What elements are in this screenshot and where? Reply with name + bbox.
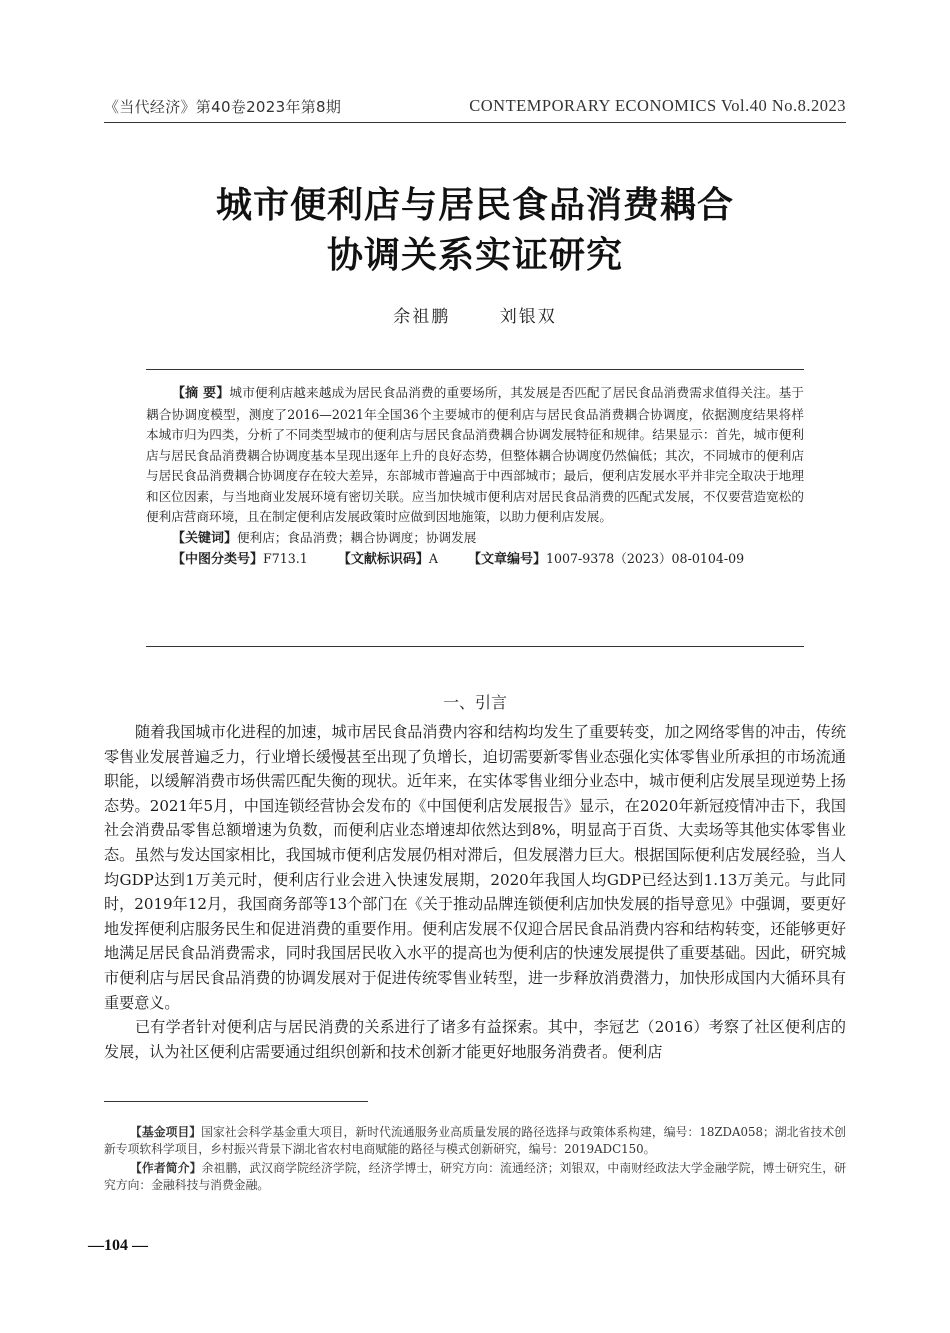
classification-line — [146, 549, 804, 571]
title-line-2: 协调关系实证研究 — [326, 235, 623, 276]
fund-note — [104, 1124, 846, 1157]
clc-item — [172, 549, 308, 571]
keywords-label: 【关键词】 — [172, 530, 238, 546]
author-note — [104, 1160, 846, 1193]
abstract-block — [146, 383, 804, 571]
author-1: 余祖鹏 — [393, 307, 451, 327]
body-paragraph-1: 随着我国城市化进程的加速，城市居民食品消费内容和结构均发生了重要转变，加之网络零售的冲击，传统零售业发展普遍乏力，行业增长缓慢甚至出现了负增长，迫切需要新零售业态强化实体零售业所承担的市场流通职能，以缓解消费市场供需匹配失衡的现状。近年来，在实体零售业细分业态中，城市便利店发展呈现逆势上扬态势。2021年5月，中国连锁经营协会发布的《中国便利店发展报告》显示，在2020年新冠疫情冲击下，我国社会消费品零售总额增速为负数，而便利店业态增速却依然达到8%，明显高于百货、大卖场等其他实体零售业态。虽然与发达国家相比，我国城市便利店发展仍相对滞后，但发展潜力巨大。根据国际便利店发展经验，当人均GDP达到1万美元时，便利店行业会进入快速发展期，2020年我国人均GDP已经达到1.13万美元。与此同时，2019年12月，我国商务部等13个部门在《关于推动品牌连锁便利店加快发展的指导意见》中强调，要更好地发挥便利店服务民生和促进消费的重要作用。便利店发展不仅迎合居民食品消费内容和结构转变，还能够更好地满足居民食品消费需求，同时我国居民收入水平的提高也为便利店的快速发展提供了重要基础。因此，研究城市便利店与居民食品消费的协调发展对于促进传统零售业转型，进一步释放消费潜力，加快形成国内大循环具有重要意义。 — [104, 723, 846, 1012]
doc-code-value: A — [428, 551, 438, 566]
abstract-bottom-rule — [146, 646, 804, 647]
author-note-label: 【作者简介】 — [130, 1161, 202, 1175]
doc-code-label: 【文献标识码】 — [337, 552, 429, 567]
fund-label: 【基金项目】 — [130, 1125, 202, 1139]
author-list — [0, 302, 950, 327]
footnote-rule — [104, 1101, 368, 1102]
author-note-text: 余祖鹏，武汉商学院经济学院，经济学博士，研究方向：流通经济；刘银双，中南财经政法大学金融学院，博士研究生，研究方向：金融科技与消费金融。 — [104, 1161, 846, 1192]
running-header — [104, 96, 846, 123]
abstract-paragraph — [146, 383, 804, 528]
body-paragraph-2: 已有学者针对便利店与居民消费的关系进行了诸多有益探索。其中，李冠艺（2016）考察了社区便利店的发展，认为社区便利店需要通过组织创新和技术创新才能更好地服务消费者。便利店 — [104, 1018, 846, 1061]
clc-value: F713.1 — [263, 551, 308, 566]
section-heading: 一、引言 — [442, 693, 507, 712]
article-number-label: 【文章编号】 — [467, 552, 546, 567]
author-2: 刘银双 — [499, 307, 557, 327]
body-text — [104, 720, 846, 1064]
doc-code-item — [338, 549, 438, 571]
article-number-item — [468, 549, 744, 571]
abstract-top-rule — [146, 369, 804, 370]
article-title — [0, 181, 950, 281]
journal-title-en: CONTEMPORARY ECONOMICS Vol.40 No.8.2023 — [469, 96, 846, 115]
title-line-1: 城市便利店与居民食品消费耦合 — [215, 185, 734, 226]
footnotes — [104, 1124, 846, 1196]
keywords-text: 便利店；食品消费；耦合协调度；协调发展 — [237, 529, 477, 545]
article-number-value: 1007-9378（2023）08-0104-09 — [545, 551, 745, 566]
journal-title-cn: 《当代经济》第40卷2023年第8期 — [104, 98, 342, 116]
page-number: —104 — — [88, 1237, 148, 1254]
fund-text: 国家社会科学基金重大项目，新时代流通服务业高质量发展的路径选择与政策体系构建，编号：18ZDA058；湖北省技术创新专项软科学项目，乡村振兴背景下湖北省农村电商赋能的路径与模式创新研究，编号：2019ADC150。 — [104, 1125, 846, 1156]
abstract-label: 【摘 要】 — [172, 386, 230, 401]
abstract-text: 城市便利店越来越成为居民食品消费的重要场所，其发展是否匹配了居民食品消费需求值得关注。基于耦合协调度模型，测度了2016—2021年全国36个主要城市的便利店与居民食品消费耦合协调度，依据测度结果将样本城市归为四类，分析了不同类型城市的便利店与居民食品消费耦合协调发展特征和规律。结果显示：首先，城市便利店与居民食品消费耦合协调度基本呈现出逐年上升的良好态势，但整体耦合协调度仍然偏低；其次，不同城市的便利店与居民食品消费耦合协调度存在较大差异，东部城市普遍高于中西部城市；最后，便利店发展水平并非完全取决于地理和区位因素，与当地商业发展环境有密切关联。应当加快城市便利店对居民食品消费的匹配式发展，不仅要营造宽松的便利店营商环境，且在制定便利店发展政策时应做到因地施策，以助力便利店发展。 — [146, 385, 804, 524]
keywords-line — [146, 528, 804, 550]
clc-label: 【中图分类号】 — [172, 552, 264, 567]
